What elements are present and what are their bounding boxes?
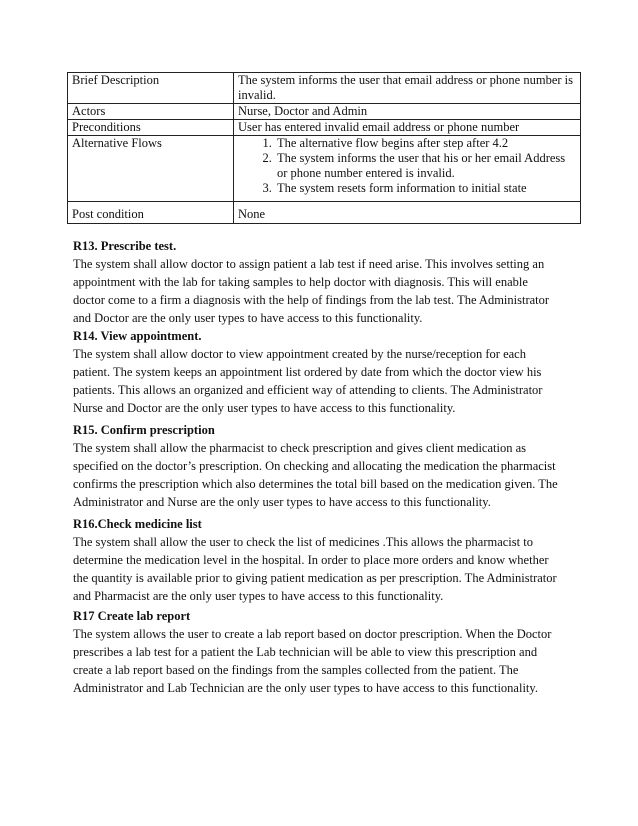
- section-line: The system shall allow the user to check the list of medicines .This allows the pharmacist to: [73, 535, 533, 549]
- row-label: Post condition: [68, 202, 234, 224]
- table-row: [68, 73, 581, 104]
- section-line: appointment with the lab for taking samples to help doctor with diagnosis. This will enable: [73, 275, 528, 289]
- list-item: 1. The alternative flow begins after step after 4.2: [275, 136, 576, 151]
- section-line: patient. The system keeps an appointment list ordered by date from which the doctor view his: [73, 365, 542, 379]
- section-line: prescribes a lab test for a patient the Lab technician will be able to view this prescription and: [73, 645, 538, 659]
- section-line: patients. This allows an organized and efficient way of attending to clients. The Administrator: [73, 383, 543, 397]
- row-value: None: [234, 202, 581, 224]
- section-title: R15. Confirm prescription: [73, 423, 215, 437]
- table-row: [68, 202, 581, 224]
- section-line: Administrator and Nurse are the only user types to have access to this functionality.: [73, 495, 491, 509]
- section-line: confirms the prescription which also determines the total bill based on the medication given. The: [73, 477, 558, 491]
- section-line: The system shall allow doctor to view appointment created by the nurse/reception for each: [73, 347, 526, 361]
- row-value: Nurse, Doctor and Admin: [234, 104, 581, 120]
- use-case-table: [67, 72, 581, 224]
- row-label: Alternative Flows: [68, 136, 234, 202]
- requirement-section: [73, 237, 573, 327]
- section-line: The system allows the user to create a lab report based on doctor prescription. When the Doctor: [73, 627, 552, 641]
- section-line: the quantity is available prior to giving patient medication as per prescription. The Administrator: [73, 571, 557, 585]
- section-title: R13. Prescribe test.: [73, 239, 177, 253]
- table-row: [68, 120, 581, 136]
- row-value: [234, 136, 581, 202]
- list-item: 3. The system resets form information to initial state: [275, 181, 576, 196]
- section-line: determine the medication level in the hospital. In order to place more orders and know whether: [73, 553, 549, 567]
- requirement-section: [73, 327, 573, 417]
- table-row: [68, 104, 581, 120]
- alternative-flows-list: [238, 136, 576, 196]
- section-line: Administrator and Lab Technician are the only user types to have access to this functionality.: [73, 681, 538, 695]
- section-line: doctor come to a firm a diagnosis with the help of findings from the lab test. The Administrator: [73, 293, 550, 307]
- table-row: [68, 136, 581, 202]
- section-title: R17 Create lab report: [73, 609, 191, 623]
- requirement-section: [73, 607, 573, 697]
- section-title: R16.Check medicine list: [73, 517, 202, 531]
- requirement-section: [73, 515, 573, 605]
- row-label: Actors: [68, 104, 234, 120]
- list-item: 2. The system informs the user that his or her email Address or phone number entered is invalid.: [275, 151, 576, 181]
- row-label: Brief Description: [68, 73, 234, 104]
- section-line: and Pharmacist are the only user types to have access to this functionality.: [73, 589, 444, 603]
- row-value: User has entered invalid email address or phone number: [234, 120, 581, 136]
- row-label: Preconditions: [68, 120, 234, 136]
- section-line: The system shall allow the pharmacist to check prescription and gives client medication as: [73, 441, 526, 455]
- section-line: specified on the doctor’s prescription. On checking and allocating the medication the pharmacist: [73, 459, 556, 473]
- section-line: Nurse and Doctor are the only user types to have access to this functionality.: [73, 401, 456, 415]
- section-line: and Doctor are the only user types to have access to this functionality.: [73, 311, 423, 325]
- section-title: R14. View appointment.: [73, 329, 202, 343]
- section-line: create a lab report based on the findings from the samples collected from the patient. The: [73, 663, 519, 677]
- section-line: The system shall allow doctor to assign patient a lab test if need arise. This involves setting an: [73, 257, 545, 271]
- row-value: The system informs the user that email address or phone number is invalid.: [234, 73, 581, 104]
- requirement-section: [73, 421, 573, 511]
